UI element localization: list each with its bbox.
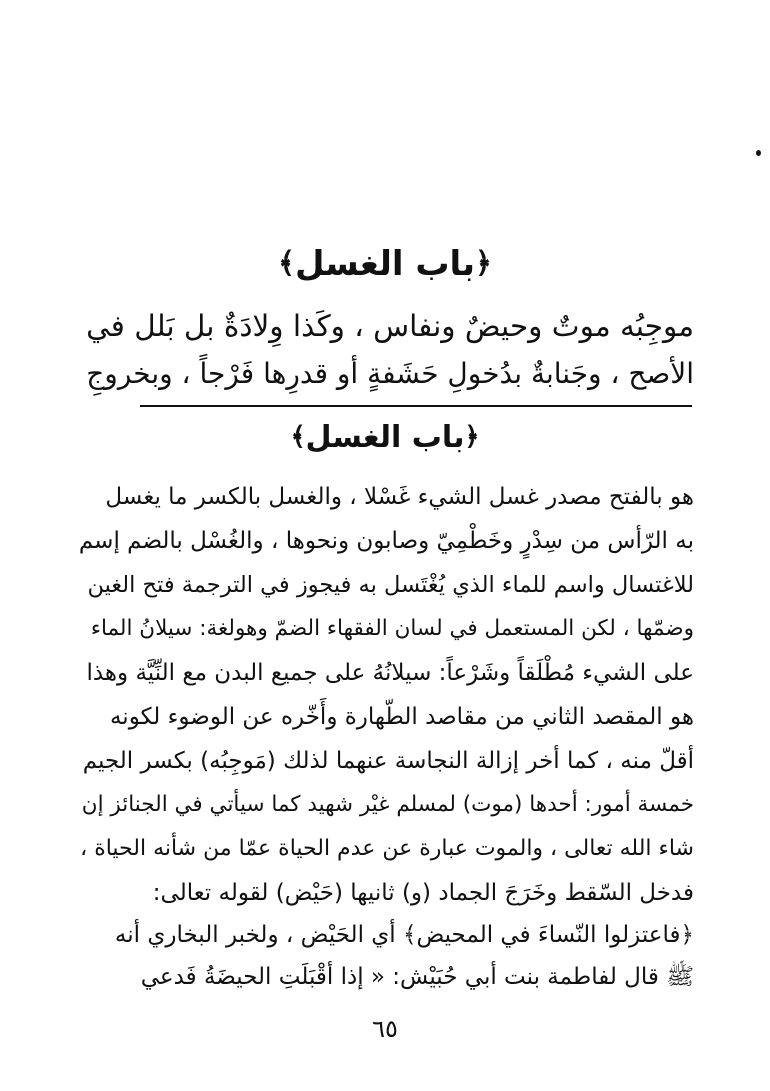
commentary-line: على الشيء مُطْلَقاً وشَرْعاً: سيلانُهُ على جميع البدن مع النِّيَّة وهذا (86, 660, 694, 686)
commentary-line: وضمّها ، لكن المستعمل في لسان الفقهاء الضمّ وهولغة: سيلانُ الماء (90, 616, 694, 641)
commentary-line: ﷺ قال لفاطمة بنت أبي حُبَيْش: « إذا أقْبَلَتِ الحيضَةُ فَدعي (140, 964, 694, 990)
commentary-title-text: باب الغسل (305, 420, 465, 455)
commentary-line: هو المقصد الثاني من مقاصد الطّهارة وأَخّره عن الوضوء لكونه (109, 704, 694, 730)
commentary-line: هو بالفتح مصدر غسل الشيء غَسْلا ، والغسل بالكسر ما يغسل (105, 484, 694, 510)
commentary-line: ﴿فاعتزلوا النّساءَ في المحيض﴾ أي الحَيْض ، ولخبر البخاري أنه (114, 922, 694, 948)
matn-line: الأصح ، وجَنابةٌ بدُخولِ حَشَفةٍ أو قدرِها فَرْجاً ، وبخروجِ (86, 357, 694, 390)
chapter-title-text: باب الغسل (294, 244, 476, 284)
separator-rule (140, 405, 692, 407)
scan-speck (756, 150, 761, 156)
page-number: ٦٥ (372, 1015, 398, 1043)
commentary-line: شاء الله تعالى ، والموت عبارة عن عدم الحياة عمّا من شأنه الحياة ، (80, 836, 694, 861)
commentary-title (0, 420, 770, 455)
ornament-close: ﴾ (290, 421, 306, 452)
commentary-line: للاغتسال واسم للماء الذي يُغْتَسل به فيجوز في الترجمة فتح الغين (87, 572, 694, 598)
commentary-line: خمسة أمور: أحدها (موت) لمسلم غيْر شهيد كما سيأتي في الجنائز إن (81, 792, 694, 817)
commentary-line: به الرّأس من سِدْرٍ وخَطْمِيّ وصابون ونحوها ، والغُسْل بالضم إسم (78, 528, 694, 554)
commentary-line: أقلّ منه ، كما أخر إزالة النجاسة عنهما لذلك (مَوجِبُه) بكسر الجيم (82, 748, 694, 774)
commentary-line: فدخل السّقط وخَرَجَ الجماد (و) ثانيها (حَيْض) لقوله تعالى: (152, 880, 694, 906)
ornament-open: ﴿ (464, 421, 480, 452)
ornament-open: ﴿ (475, 245, 492, 280)
matn-line: موجِبُه موتٌ وحيضٌ ونفاس ، وكَذا وِلادَةٌ بل بَلل في (86, 309, 694, 343)
chapter-title (0, 244, 770, 284)
ornament-close: ﴾ (278, 245, 295, 280)
